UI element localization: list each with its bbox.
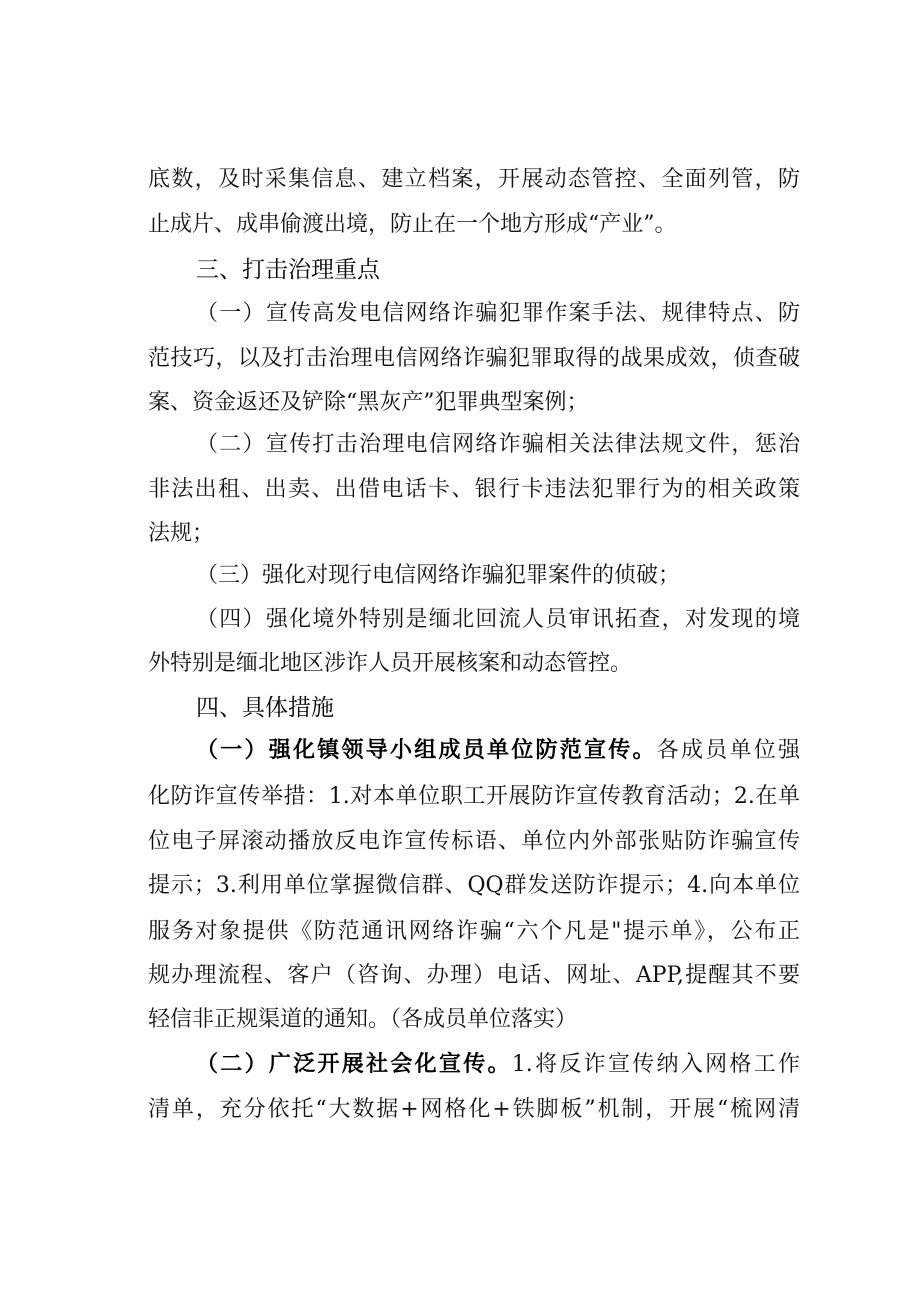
paragraph-line: 服务对象提供《防范通讯网络诈骗“六个凡是"提示单》，公布正 bbox=[148, 919, 800, 944]
measure-text: 1.将反诈宣传纳入网格工作 bbox=[511, 1052, 800, 1077]
paragraph-line: 底数，及时采集信息、建立档案，开展动态管控、全面列管，防 bbox=[148, 167, 800, 192]
paragraph-line: 止成片、成串偷渡出境，防止在一个地方形成“产业”。 bbox=[148, 212, 677, 237]
paragraph-line: 范技巧，以及打击治理电信网络诈骗犯罪取得的战果成效，侦查破 bbox=[148, 346, 800, 371]
paragraph-line: 轻信非正规渠道的通知。（各成员单位落实） bbox=[148, 1007, 578, 1032]
paragraph-line bbox=[196, 729, 800, 773]
paragraph-line: 规办理流程、客户（咨询、办理）电话、网址、APP,提醒其不要 bbox=[148, 963, 800, 988]
section-heading-3: 三、打击治理重点 bbox=[196, 257, 380, 283]
paragraph-line: （二）宣传打击治理电信网络诈骗相关法律法规文件，惩治 bbox=[196, 432, 800, 457]
paragraph-line bbox=[196, 1043, 800, 1087]
paragraph-line: （一）宣传高发电信网络诈骗犯罪作案手法、规律特点、防 bbox=[196, 301, 800, 326]
paragraph-line: 法规； bbox=[148, 521, 215, 546]
section-heading-4: 四、具体措施 bbox=[196, 695, 334, 721]
measure-title: （一）强化镇领导小组成员单位防范宣传。 bbox=[196, 738, 657, 763]
measure-title: （二）广泛开展社会化宣传。 bbox=[196, 1052, 512, 1077]
paragraph-line: 案、资金返还及铲除“黑灰产”犯罪典型案例； bbox=[148, 390, 589, 415]
paragraph-line: （三）强化对现行电信网络诈骗犯罪案件的侦破； bbox=[196, 563, 681, 588]
paragraph-line: 位电子屏滚动播放反电诈宣传标语、单位内外部张贴防诈骗宣传 bbox=[148, 829, 800, 854]
paragraph-line: 提示；3.利用单位掌握微信群、QQ群发送防诈提示；4.向本单位 bbox=[148, 873, 800, 898]
paragraph-line: 非法出租、出卖、出借电话卡、银行卡违法犯罪行为的相关政策 bbox=[148, 477, 800, 502]
paragraph-line: 化防诈宣传举措：1.对本单位职工开展防诈宣传教育活动；2.在单 bbox=[148, 784, 800, 809]
measure-text: 各成员单位强 bbox=[656, 738, 800, 763]
paragraph-line: 外特别是缅北地区涉诈人员开展核案和动态管控。 bbox=[148, 651, 633, 676]
paragraph-line: （四）强化境外特别是缅北回流人员审讯拓查，对发现的境 bbox=[196, 607, 800, 632]
paragraph-line: 清单，充分依托“大数据+网格化+铁脚板”机制，开展“梳网清 bbox=[148, 1097, 800, 1122]
